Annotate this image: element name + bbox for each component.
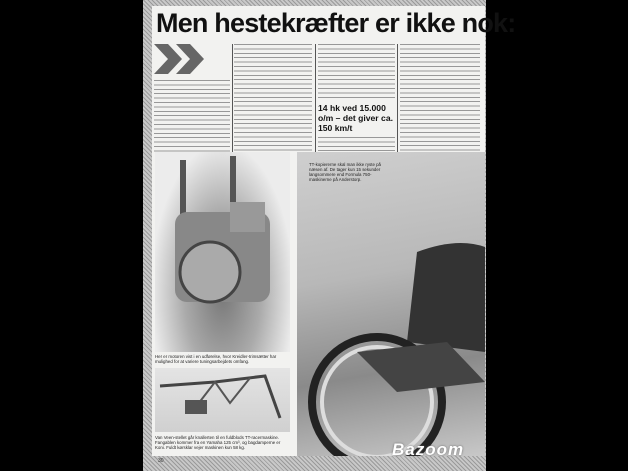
magazine-page xyxy=(152,6,516,464)
body-text-column-3 xyxy=(318,44,395,100)
body-text-column-3-continued xyxy=(318,137,395,152)
body-text-column-1 xyxy=(154,80,230,152)
racing-photo xyxy=(297,152,485,456)
racing-photo-caption: TT-kopiererne skal man ikke ryste på næsen af. De tager kun 15 sekunder langsommere end Formula 750-maskinerne på Anderstorp. xyxy=(309,162,381,182)
subheading: 14 hk ved 15.000 o/m – det giver ca. 150 km/t xyxy=(318,103,396,133)
engine-photo-caption: Her er motoren vist i en udførelse, hvor Kreidler-trimsætter har mulighed for at variere tuningsarbejdets omfang. xyxy=(155,354,277,364)
column-rule xyxy=(315,44,316,152)
headline: Men hestekræfter er ikke nok: xyxy=(156,8,516,38)
watermark-logo: Bazoom xyxy=(392,440,465,459)
frame-photo-caption: Van Veen-stellet går knallerten til en fuldblods TT-racermaskine. Fangablen kommer fra en Yamaha 125 cm³, og bagdamperne er Koni. Fuldt kørsklar vejer maskinen kun 58 kg. xyxy=(155,435,281,450)
double-chevron-icon xyxy=(154,44,214,74)
column-rule xyxy=(232,44,233,152)
body-text-column-4 xyxy=(400,44,480,152)
page-number: 30 xyxy=(158,458,164,464)
body-text-column-2 xyxy=(234,44,312,152)
engine-photo xyxy=(155,152,290,352)
frame-photo xyxy=(155,368,290,432)
column-rule xyxy=(397,44,398,152)
